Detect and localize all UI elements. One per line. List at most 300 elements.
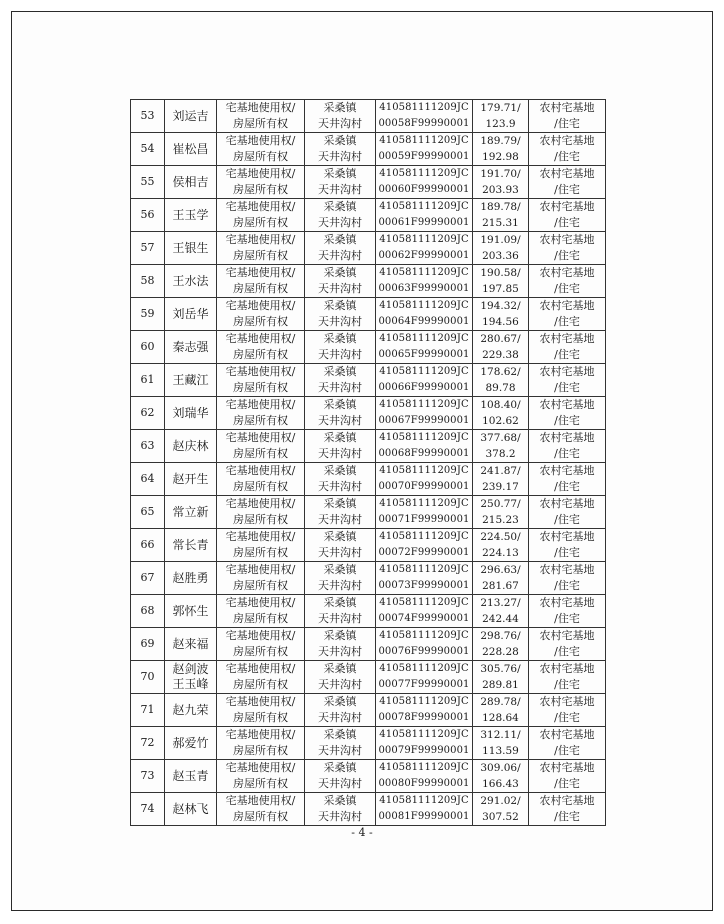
area-cell	[473, 331, 529, 364]
usage-line: /住宅	[554, 315, 580, 328]
unit-code-cell	[376, 661, 473, 694]
owner-name-line: 赵来福	[172, 636, 209, 651]
unit-code-line: 410581111209JC	[379, 300, 469, 311]
location-line: 天井沟村	[318, 414, 362, 427]
usage-cell	[529, 628, 606, 661]
table-row	[131, 562, 606, 595]
unit-code-line: 00078F99990001	[378, 712, 470, 723]
usage-line: 农村宅基地	[539, 134, 595, 147]
unit-code-line: 00073F99990001	[378, 580, 470, 591]
table-row	[131, 265, 606, 298]
unit-code-line: 00062F99990001	[378, 250, 470, 261]
right-type-cell	[217, 430, 305, 463]
owner-name-line: 常立新	[172, 504, 209, 519]
usage-line: /住宅	[554, 381, 580, 394]
unit-code-cell	[376, 760, 473, 793]
area-line: 178.62/	[480, 366, 521, 378]
usage-line: /住宅	[554, 414, 580, 427]
owner-name-cell	[165, 364, 217, 397]
area-line: 123.9	[485, 118, 516, 130]
usage-line: 农村宅基地	[539, 728, 595, 741]
unit-code-line: 410581111209JC	[379, 201, 469, 212]
area-line: 108.40/	[480, 399, 521, 411]
owner-name-line: 王玉峰	[172, 677, 209, 691]
owner-name-line: 赵九荣	[172, 702, 209, 717]
row-number-cell: 68	[131, 595, 165, 628]
area-cell	[473, 694, 529, 727]
location-line: 天井沟村	[318, 348, 362, 361]
area-line: 215.23	[482, 514, 519, 526]
right-type-line: 宅基地使用权/	[225, 629, 296, 642]
location-cell	[305, 364, 376, 397]
right-type-line: 宅基地使用权/	[225, 530, 296, 543]
location-line: 采桑镇	[323, 200, 357, 213]
right-type-cell	[217, 562, 305, 595]
unit-code-line: 00070F99990001	[378, 481, 470, 492]
area-cell	[473, 199, 529, 232]
usage-line: /住宅	[554, 678, 580, 691]
location-cell	[305, 232, 376, 265]
owner-name-line: 王水法	[172, 273, 209, 288]
usage-cell	[529, 694, 606, 727]
unit-code-line: 410581111209JC	[379, 795, 469, 806]
right-type-cell	[217, 463, 305, 496]
row-number-cell: 55	[131, 166, 165, 199]
unit-code-line: 00059F99990001	[378, 151, 470, 162]
area-line: 194.56	[482, 316, 519, 328]
row-number-cell: 63	[131, 430, 165, 463]
right-type-line: 宅基地使用权/	[225, 761, 296, 774]
unit-code-line: 410581111209JC	[379, 597, 469, 608]
usage-cell	[529, 364, 606, 397]
area-line: 191.70/	[480, 168, 521, 180]
right-type-line: 宅基地使用权/	[225, 464, 296, 477]
usage-line: /住宅	[554, 117, 580, 130]
area-line: 289.81	[482, 679, 519, 691]
owner-name-cell	[165, 628, 217, 661]
location-cell	[305, 265, 376, 298]
usage-line: 农村宅基地	[539, 365, 595, 378]
table-row	[131, 760, 606, 793]
owner-name-line: 秦志强	[172, 339, 209, 354]
location-line: 天井沟村	[318, 150, 362, 163]
unit-code-line: 00066F99990001	[378, 382, 470, 393]
area-line: 213.27/	[480, 597, 521, 609]
table-row	[131, 166, 606, 199]
location-cell	[305, 100, 376, 133]
usage-line: 农村宅基地	[539, 101, 595, 114]
owner-name-cell	[165, 463, 217, 496]
area-line: 128.64	[482, 712, 519, 724]
unit-code-cell	[376, 793, 473, 826]
right-type-line: 房屋所有权	[233, 447, 288, 460]
area-line: 189.78/	[480, 201, 521, 213]
usage-cell	[529, 793, 606, 826]
table-row	[131, 793, 606, 826]
usage-line: 农村宅基地	[539, 233, 595, 246]
row-number-cell: 70	[131, 661, 165, 694]
location-cell	[305, 727, 376, 760]
area-line: 309.06/	[480, 762, 521, 774]
row-number-cell: 62	[131, 397, 165, 430]
location-cell	[305, 760, 376, 793]
owner-name-line: 赵林飞	[172, 801, 209, 816]
right-type-line: 房屋所有权	[233, 810, 288, 823]
right-type-line: 宅基地使用权/	[225, 266, 296, 279]
table-row	[131, 133, 606, 166]
location-line: 采桑镇	[323, 530, 357, 543]
row-number-cell: 60	[131, 331, 165, 364]
area-cell	[473, 529, 529, 562]
area-line: 166.43	[482, 778, 519, 790]
usage-cell	[529, 463, 606, 496]
location-cell	[305, 133, 376, 166]
unit-code-line: 410581111209JC	[379, 135, 469, 146]
row-number-cell: 54	[131, 133, 165, 166]
row-number-cell: 72	[131, 727, 165, 760]
location-cell	[305, 529, 376, 562]
area-cell	[473, 628, 529, 661]
right-type-line: 宅基地使用权/	[225, 695, 296, 708]
owner-name-cell	[165, 562, 217, 595]
usage-line: 农村宅基地	[539, 497, 595, 510]
right-type-cell	[217, 628, 305, 661]
unit-code-cell	[376, 133, 473, 166]
right-type-line: 宅基地使用权/	[225, 497, 296, 510]
usage-cell	[529, 133, 606, 166]
unit-code-cell	[376, 595, 473, 628]
table-row	[131, 595, 606, 628]
right-type-line: 宅基地使用权/	[225, 134, 296, 147]
right-type-line: 宅基地使用权/	[225, 398, 296, 411]
usage-line: 农村宅基地	[539, 200, 595, 213]
location-line: 采桑镇	[323, 761, 357, 774]
location-line: 采桑镇	[323, 398, 357, 411]
usage-cell	[529, 265, 606, 298]
row-number-cell: 74	[131, 793, 165, 826]
owner-name-cell	[165, 595, 217, 628]
area-line: 229.38	[482, 349, 519, 361]
unit-code-line: 00079F99990001	[378, 745, 470, 756]
owner-name-line: 侯相吉	[172, 174, 209, 189]
unit-code-line: 00063F99990001	[378, 283, 470, 294]
row-number-cell: 57	[131, 232, 165, 265]
area-cell	[473, 595, 529, 628]
owner-name-line: 刘运吉	[172, 108, 209, 123]
owner-name-cell	[165, 265, 217, 298]
right-type-line: 房屋所有权	[233, 381, 288, 394]
owner-name-line: 刘岳华	[172, 306, 209, 321]
area-line: 89.78	[485, 382, 516, 394]
area-line: 113.59	[482, 745, 519, 757]
unit-code-line: 00065F99990001	[378, 349, 470, 360]
location-line: 天井沟村	[318, 381, 362, 394]
owner-name-cell	[165, 529, 217, 562]
unit-code-line: 00068F99990001	[378, 448, 470, 459]
owner-name-cell	[165, 727, 217, 760]
usage-cell	[529, 727, 606, 760]
owner-name-cell	[165, 496, 217, 529]
right-type-line: 宅基地使用权/	[225, 563, 296, 576]
area-line: 289.78/	[480, 696, 521, 708]
usage-line: /住宅	[554, 546, 580, 559]
area-line: 102.62	[482, 415, 519, 427]
unit-code-cell	[376, 727, 473, 760]
table-row	[131, 430, 606, 463]
unit-code-line: 00076F99990001	[378, 646, 470, 657]
location-line: 天井沟村	[318, 447, 362, 460]
owner-name-line: 赵玉青	[172, 768, 209, 783]
unit-code-line: 00077F99990001	[378, 679, 470, 690]
unit-code-line: 410581111209JC	[379, 729, 469, 740]
unit-code-cell	[376, 298, 473, 331]
right-type-line: 房屋所有权	[233, 777, 288, 790]
right-type-line: 宅基地使用权/	[225, 299, 296, 312]
owner-name-line: 赵庆林	[172, 438, 209, 453]
unit-code-line: 410581111209JC	[379, 399, 469, 410]
location-cell	[305, 661, 376, 694]
usage-line: /住宅	[554, 645, 580, 658]
right-type-line: 房屋所有权	[233, 216, 288, 229]
location-line: 天井沟村	[318, 216, 362, 229]
owner-name-cell	[165, 166, 217, 199]
owner-name-cell	[165, 397, 217, 430]
location-line: 采桑镇	[323, 101, 357, 114]
location-line: 采桑镇	[323, 365, 357, 378]
location-line: 天井沟村	[318, 678, 362, 691]
unit-code-cell	[376, 562, 473, 595]
location-cell	[305, 166, 376, 199]
right-type-cell	[217, 793, 305, 826]
unit-code-line: 410581111209JC	[379, 630, 469, 641]
area-line: 197.85	[482, 283, 519, 295]
unit-code-cell	[376, 265, 473, 298]
owner-name-line: 郝爱竹	[172, 735, 209, 750]
unit-code-line: 00061F99990001	[378, 217, 470, 228]
row-number-cell: 58	[131, 265, 165, 298]
table-row	[131, 529, 606, 562]
usage-cell	[529, 232, 606, 265]
unit-code-line: 410581111209JC	[379, 465, 469, 476]
unit-code-cell	[376, 628, 473, 661]
right-type-cell	[217, 529, 305, 562]
usage-cell	[529, 199, 606, 232]
unit-code-line: 410581111209JC	[379, 102, 469, 113]
location-line: 天井沟村	[318, 645, 362, 658]
unit-code-line: 410581111209JC	[379, 234, 469, 245]
unit-code-line: 00064F99990001	[378, 316, 470, 327]
right-type-line: 宅基地使用权/	[225, 200, 296, 213]
unit-code-cell	[376, 199, 473, 232]
table-row	[131, 628, 606, 661]
location-line: 天井沟村	[318, 612, 362, 625]
table-row	[131, 298, 606, 331]
location-cell	[305, 298, 376, 331]
unit-code-line: 00081F99990001	[378, 811, 470, 822]
area-line: 281.67	[482, 580, 519, 592]
usage-line: /住宅	[554, 348, 580, 361]
right-type-line: 宅基地使用权/	[225, 332, 296, 345]
usage-line: /住宅	[554, 249, 580, 262]
unit-code-cell	[376, 694, 473, 727]
usage-cell	[529, 496, 606, 529]
usage-cell	[529, 397, 606, 430]
area-line: 378.2	[485, 448, 516, 460]
location-line: 采桑镇	[323, 167, 357, 180]
owner-name-line: 刘瑞华	[172, 405, 209, 420]
owner-name-cell	[165, 760, 217, 793]
location-line: 采桑镇	[323, 629, 357, 642]
unit-code-cell	[376, 430, 473, 463]
area-cell	[473, 298, 529, 331]
right-type-cell	[217, 694, 305, 727]
right-type-line: 房屋所有权	[233, 183, 288, 196]
location-line: 天井沟村	[318, 480, 362, 493]
area-line: 192.98	[482, 151, 519, 163]
right-type-cell	[217, 661, 305, 694]
area-cell	[473, 463, 529, 496]
usage-line: 农村宅基地	[539, 431, 595, 444]
usage-line: 农村宅基地	[539, 299, 595, 312]
area-cell	[473, 166, 529, 199]
unit-code-line: 00072F99990001	[378, 547, 470, 558]
location-line: 采桑镇	[323, 662, 357, 675]
unit-code-cell	[376, 463, 473, 496]
right-type-cell	[217, 100, 305, 133]
unit-code-line: 410581111209JC	[379, 168, 469, 179]
row-number-cell: 69	[131, 628, 165, 661]
usage-cell	[529, 595, 606, 628]
location-line: 天井沟村	[318, 282, 362, 295]
area-cell	[473, 265, 529, 298]
usage-line: 农村宅基地	[539, 629, 595, 642]
right-type-cell	[217, 199, 305, 232]
owner-name-cell	[165, 793, 217, 826]
table-row	[131, 199, 606, 232]
right-type-line: 宅基地使用权/	[225, 794, 296, 807]
unit-code-cell	[376, 232, 473, 265]
right-type-line: 房屋所有权	[233, 150, 288, 163]
location-cell	[305, 628, 376, 661]
right-type-cell	[217, 760, 305, 793]
area-line: 242.44	[482, 613, 519, 625]
usage-line: /住宅	[554, 150, 580, 163]
area-cell	[473, 133, 529, 166]
right-type-line: 房屋所有权	[233, 249, 288, 262]
usage-line: /住宅	[554, 282, 580, 295]
owner-name-cell	[165, 430, 217, 463]
right-type-line: 房屋所有权	[233, 315, 288, 328]
area-cell	[473, 100, 529, 133]
unit-code-line: 410581111209JC	[379, 531, 469, 542]
right-type-line: 房屋所有权	[233, 612, 288, 625]
unit-code-line: 00067F99990001	[378, 415, 470, 426]
right-type-cell	[217, 727, 305, 760]
area-line: 190.58/	[480, 267, 521, 279]
table-row	[131, 727, 606, 760]
location-line: 采桑镇	[323, 596, 357, 609]
row-number-cell: 66	[131, 529, 165, 562]
location-line: 采桑镇	[323, 695, 357, 708]
location-cell	[305, 430, 376, 463]
area-cell	[473, 364, 529, 397]
unit-code-line: 00071F99990001	[378, 514, 470, 525]
location-line: 采桑镇	[323, 332, 357, 345]
right-type-cell	[217, 265, 305, 298]
right-type-cell	[217, 595, 305, 628]
usage-cell	[529, 430, 606, 463]
registration-table-body	[131, 100, 606, 826]
unit-code-cell	[376, 529, 473, 562]
area-line: 291.02/	[480, 795, 521, 807]
area-cell	[473, 760, 529, 793]
row-number-cell: 71	[131, 694, 165, 727]
area-line: 179.71/	[480, 102, 521, 114]
row-number-cell: 59	[131, 298, 165, 331]
unit-code-line: 00080F99990001	[378, 778, 470, 789]
unit-code-cell	[376, 331, 473, 364]
location-line: 天井沟村	[318, 579, 362, 592]
area-line: 194.32/	[480, 300, 521, 312]
right-type-cell	[217, 232, 305, 265]
owner-name-cell	[165, 661, 217, 694]
unit-code-line: 410581111209JC	[379, 333, 469, 344]
area-cell	[473, 562, 529, 595]
owner-name-line: 崔松昌	[172, 141, 209, 156]
owner-name-cell	[165, 100, 217, 133]
location-line: 天井沟村	[318, 546, 362, 559]
table-row	[131, 397, 606, 430]
location-line: 天井沟村	[318, 513, 362, 526]
location-cell	[305, 199, 376, 232]
usage-line: /住宅	[554, 447, 580, 460]
owner-name-cell	[165, 133, 217, 166]
area-line: 377.68/	[480, 432, 521, 444]
owner-name-cell	[165, 232, 217, 265]
unit-code-line: 00074F99990001	[378, 613, 470, 624]
right-type-line: 宅基地使用权/	[225, 431, 296, 444]
right-type-line: 宅基地使用权/	[225, 233, 296, 246]
area-line: 250.77/	[480, 498, 521, 510]
area-line: 203.36	[482, 250, 519, 262]
location-cell	[305, 595, 376, 628]
usage-cell	[529, 529, 606, 562]
usage-line: /住宅	[554, 513, 580, 526]
area-cell	[473, 793, 529, 826]
right-type-line: 房屋所有权	[233, 414, 288, 427]
usage-line: 农村宅基地	[539, 596, 595, 609]
usage-cell	[529, 331, 606, 364]
area-cell	[473, 397, 529, 430]
area-line: 298.76/	[480, 630, 521, 642]
table-row	[131, 232, 606, 265]
usage-line: /住宅	[554, 183, 580, 196]
location-cell	[305, 694, 376, 727]
location-line: 天井沟村	[318, 183, 362, 196]
right-type-line: 宅基地使用权/	[225, 728, 296, 741]
owner-name-cell	[165, 694, 217, 727]
unit-code-line: 410581111209JC	[379, 564, 469, 575]
usage-cell	[529, 661, 606, 694]
registration-table	[130, 99, 606, 826]
right-type-cell	[217, 331, 305, 364]
unit-code-line: 410581111209JC	[379, 663, 469, 674]
location-line: 天井沟村	[318, 117, 362, 130]
area-line: 224.50/	[480, 531, 521, 543]
unit-code-line: 410581111209JC	[379, 498, 469, 509]
right-type-cell	[217, 397, 305, 430]
right-type-line: 房屋所有权	[233, 711, 288, 724]
